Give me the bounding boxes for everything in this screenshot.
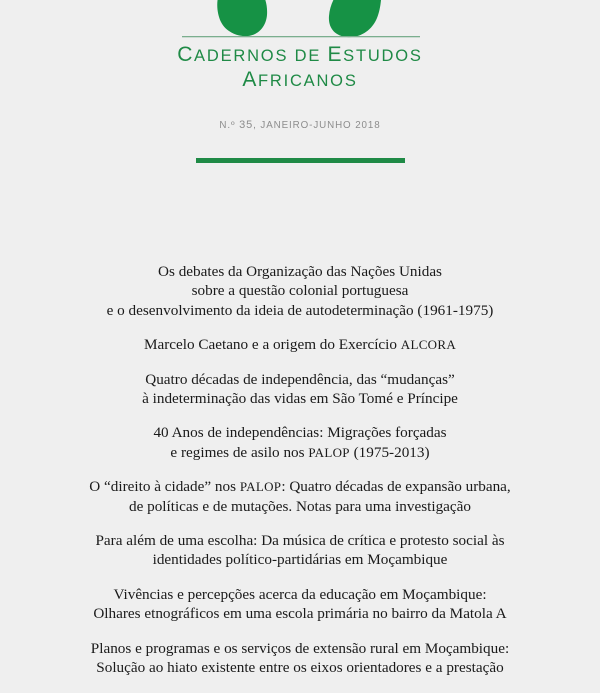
article-title[interactable] [0, 585, 600, 624]
article-title-line: e o desenvolvimento da ideia de autodeterminação (1961-1975) [106, 301, 494, 319]
acronym: ALCORA [400, 337, 457, 353]
issue-period: , JANEIRO-JUNHO 2018 [253, 120, 381, 131]
leaf-shape-left [217, 0, 267, 36]
green-divider-bar [196, 158, 405, 163]
article-title-line: identidades político-partidárias em Moçambique [152, 551, 448, 569]
journal-title-e: E [327, 43, 344, 66]
article-title[interactable] [0, 335, 600, 354]
article-title-line: Os debates da Organização das Nações Unidas [158, 263, 442, 280]
issue-prefix: N.º [219, 120, 240, 131]
article-title-line: Vivências e percepções acerca da educação em Moçambique: [113, 585, 487, 603]
acronym: PALOP [239, 479, 282, 495]
article-title-line: Para além de uma escolha: Da música de crítica e protesto social às [95, 532, 505, 550]
issue-line [0, 119, 600, 131]
article-title[interactable] [0, 423, 600, 462]
journal-title-c: C [177, 43, 195, 66]
article-title-line: de políticas e de mutações. Notas para uma investigação [128, 497, 471, 515]
article-title-line: Olhares etnográficos em uma escola primária no bairro da Matola A [93, 605, 507, 623]
article-title-line: Planos e programas e os serviços de extensão rural em Moçambique: [90, 639, 510, 657]
article-title-line: Solução ao hiato existente entre os eixos orientadores e a prestação [96, 659, 504, 677]
issue-number: 35 [239, 119, 254, 131]
table-of-contents [0, 262, 600, 693]
leaf-shape-right [329, 0, 382, 37]
article-title-line: O “direito à cidade” nos PALOP: Quatro décadas de expansão urbana, [89, 478, 511, 496]
acronym: PALOP [308, 444, 350, 460]
journal-title-a: A [242, 68, 258, 91]
article-title[interactable] [0, 370, 600, 409]
article-title-line: à indeterminação das vidas em São Tomé e Príncipe [142, 390, 458, 408]
article-title-line: 40 Anos de independências: Migrações forçadas [153, 424, 447, 442]
article-title-line: Marcelo Caetano e a origem do Exercício ALCORA [143, 336, 457, 354]
journal-title [0, 43, 600, 93]
article-title[interactable] [0, 262, 600, 320]
article-title-line: e regimes de asilo nos PALOP (1975-2013) [170, 443, 430, 461]
journal-title-fricanos: FRICANOS [257, 72, 358, 90]
journal-title-adernos-de: ADERNOS DE [194, 47, 328, 65]
article-title[interactable] [0, 639, 600, 678]
article-title-line: Quatro décadas de independência, das “mudanças” [145, 370, 455, 388]
journal-title-studos: STUDOS [343, 47, 423, 65]
masthead-hairline [182, 36, 420, 37]
article-title-line: sobre a questão colonial portuguesa [191, 282, 409, 300]
cadernos-de-estudos-africanos-leaf-logo [0, 0, 600, 42]
article-title[interactable] [0, 531, 600, 570]
article-title[interactable] [0, 477, 600, 516]
journal-masthead [0, 0, 600, 175]
